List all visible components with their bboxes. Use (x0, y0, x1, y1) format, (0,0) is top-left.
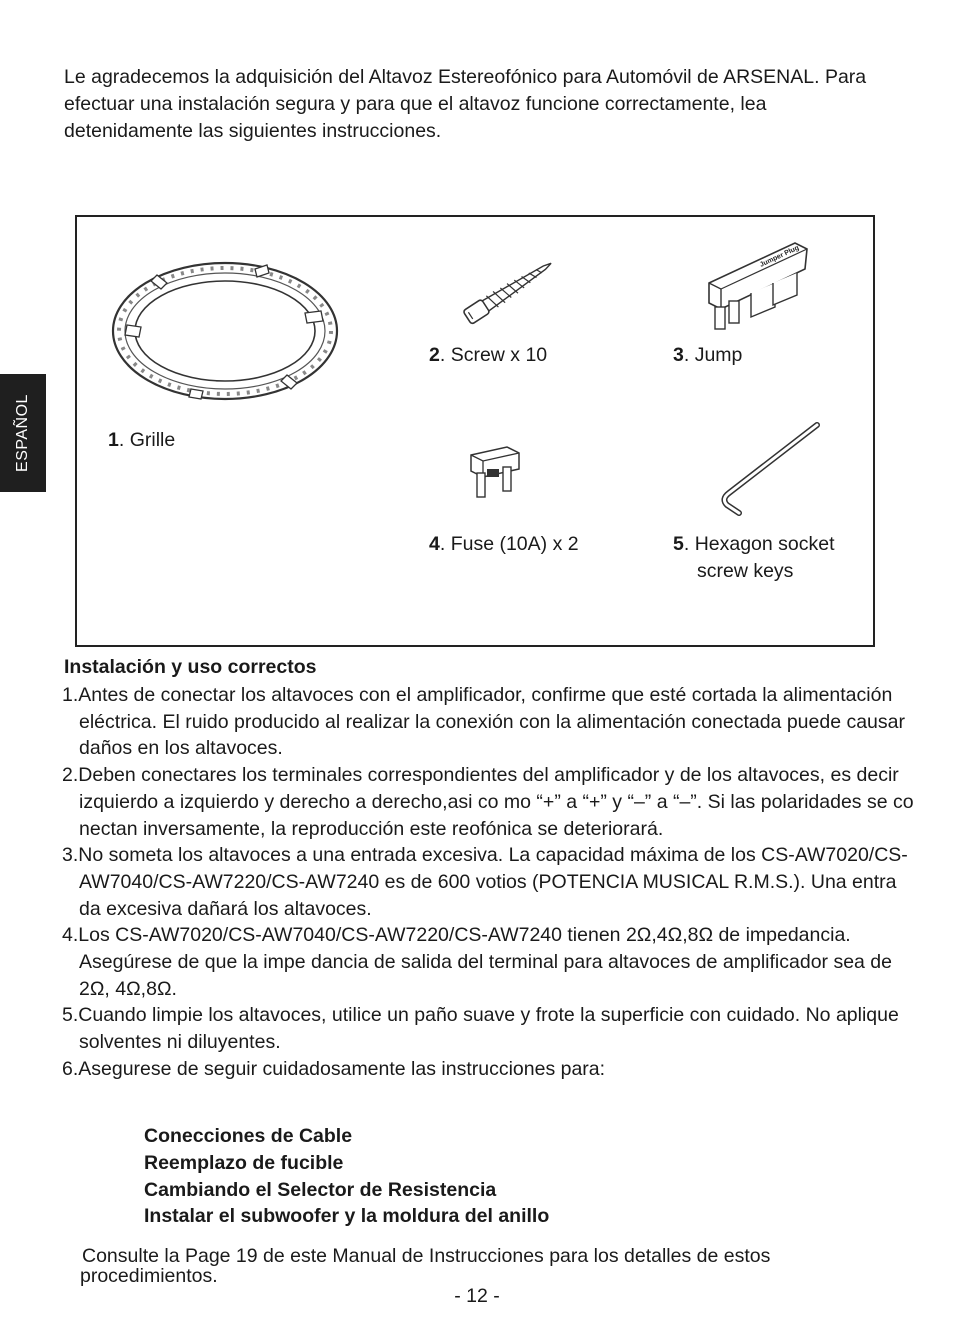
part-3-label: 3. Jump (673, 344, 743, 366)
consult-note: Consulte la Page 19 de este Manual de Instrucciones para los detalles de estos procedimientos. (80, 1245, 771, 1287)
part-2-label: 2. Screw x 10 (429, 344, 548, 366)
part-5-label: 5. Hexagon socket screw keys (673, 533, 835, 582)
part-2-number: 2 (429, 344, 440, 366)
procedure-item: Reemplazo de fucible (144, 1151, 344, 1174)
part-5-number: 5 (673, 533, 684, 555)
grille-illustration (105, 253, 345, 407)
step-item: 6.Asegurese de seguir cuidadosamente las instrucciones para: (62, 1057, 606, 1080)
procedure-list (144, 1123, 549, 1230)
part-1-number: 1 (108, 429, 119, 451)
step-item: 5.Cuando limpie los altavoces, utilice un paño suave y frote la superficie con cuidado. No aplique solventes ni diluyentes. (62, 1004, 899, 1054)
part-4-label: 4. Fuse (10A) x 2 (429, 533, 579, 555)
hex-key-illustration (705, 417, 825, 517)
step-item: 2.Deben conectares los terminales correspondientes del amplificador y de los altavoces, es decir izquierdo a izquierdo y derecho a derecho,asi co mo “+” a “+” y “–” a “–”. Si las polaridades se co nectan inversamente, la reproducción este reofónica se deteriorará. (62, 764, 914, 840)
procedure-item: Conecciones de Cable (144, 1125, 353, 1147)
part-1-label: 1. Grille (108, 429, 176, 451)
instruction-steps (62, 682, 922, 1083)
procedure-item: Instalar el subwoofer y la moldura del anillo (144, 1205, 550, 1228)
intro-paragraph: Le agradecemos la adquisición del Altavoz Estereofónico para Automóvil de ARSENAL. Para efectuar una instalación segura y para que el altavoz funcione correctamente, lea detenidamente las siguientes instrucciones. (64, 66, 867, 142)
step-item: 4.Los CS-AW7020/CS-AW7040/CS-AW7220/CS-AW7240 tienen 2Ω,4Ω,8Ω de impedancia. Asegúrese de que la impe dancia de salida del terminal para altavoces de amplificador sea de 2Ω, 4Ω,8Ω. (62, 924, 892, 1000)
fuse-illustration (465, 443, 525, 515)
part-3-number: 3 (673, 344, 684, 366)
language-tab-label: ESPAÑOL (14, 394, 31, 472)
step-item: 3.No someta los altavoces a una entrada excesiva. La capacidad máxima de los CS-AW7020/CS-AW7040/CS-AW7220/CS-AW7240 es de 600 votios (POTENCIA MUSICAL R.M.S.). Una entra da excesiva dañará los altavoces. (62, 844, 908, 920)
jumper-plug-text: Jumper Plug (758, 244, 801, 269)
procedure-item: Cambiando el Selector de Resistencia (144, 1178, 497, 1201)
part-4-number: 4 (429, 533, 440, 555)
step-item: 1.Antes de conectar los altavoces con el amplificador, confirme que esté cortada la alimentación eléctrica. El ruido producido al realizar la conexión con la alimentación conectada puede causar daños en los altavoces. (62, 684, 905, 760)
screw-illustration (455, 255, 565, 325)
parts-box (75, 215, 875, 647)
section-title: Instalación y uso correctos (64, 656, 317, 678)
language-tab (0, 374, 46, 492)
jumper-illustration (699, 235, 819, 335)
page-number: - 12 - (454, 1285, 500, 1307)
